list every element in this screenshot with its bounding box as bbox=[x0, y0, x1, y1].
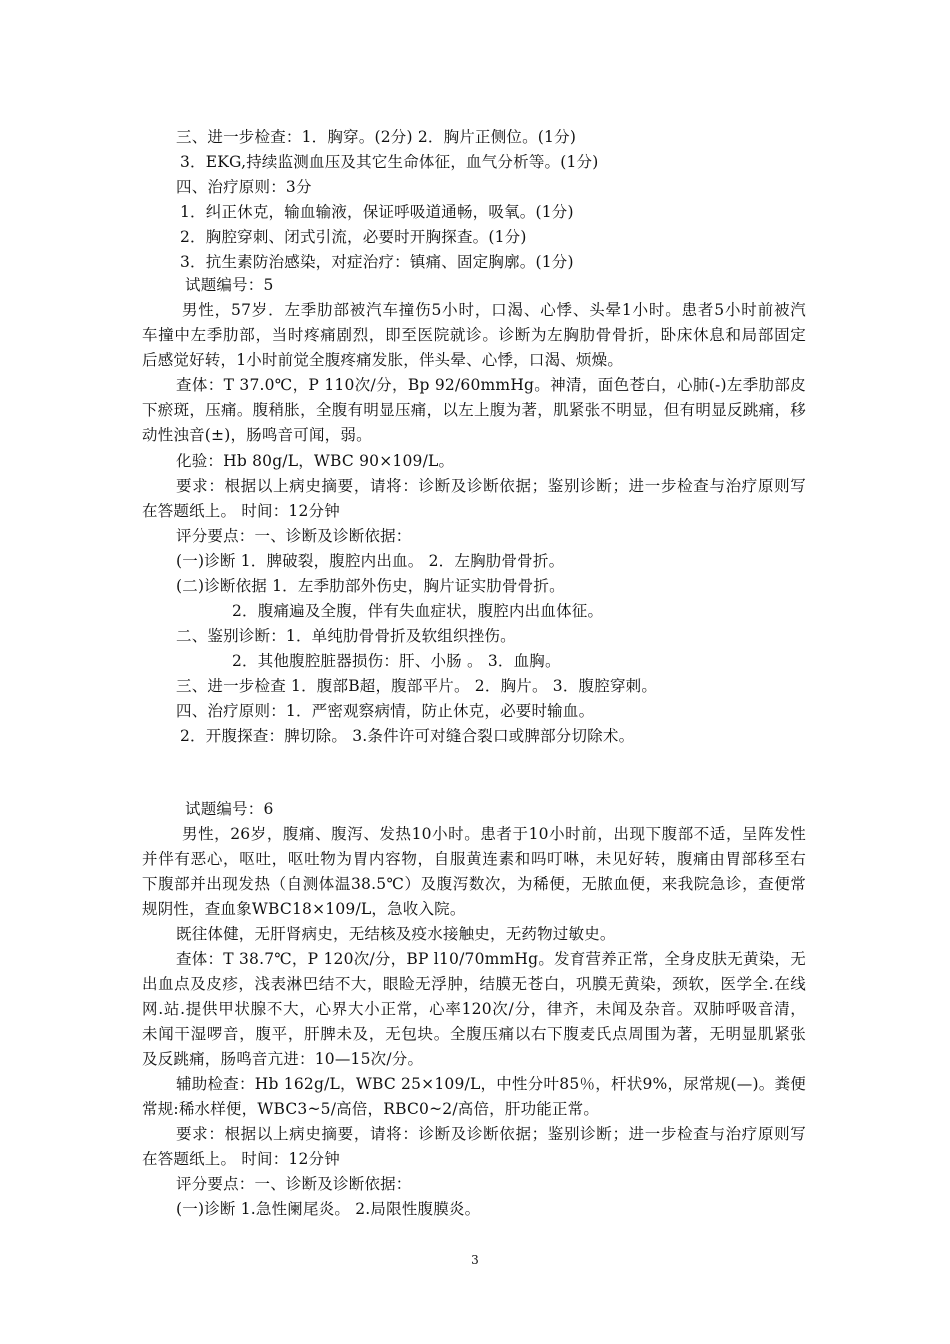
text-line: 在答题纸上。 时间：12分钟 bbox=[142, 1150, 340, 1168]
text-line: 男性，57岁．左季肋部被汽车撞伤5小时，口渴、心悸、头晕1小时。患者5小时前被汽 bbox=[182, 301, 806, 319]
text-line: 四、治疗原则：3分 bbox=[176, 178, 312, 196]
text-line: 并伴有恶心，呕吐，呕吐物为胃内容物，自服黄连素和吗叮啉，未见好转，腹痛由胃部移至右 bbox=[142, 850, 806, 868]
text-line: 在答题纸上。 时间：12分钟 bbox=[142, 502, 340, 520]
text-line: 评分要点：一、诊断及诊断依据： bbox=[176, 1175, 412, 1193]
question-number: 试题编号：6 bbox=[185, 800, 274, 818]
text-line: 查体：T 38.7℃，P 120次/分，BP l10/70mmHg。发育营养正常，全身皮肤无黄染，无 bbox=[176, 950, 806, 968]
text-line: 查体：T 37.0℃，P 110次/分，Bp 92/60mmHg。神清，面色苍白，心肺(-)左季肋部皮 bbox=[176, 376, 806, 394]
text-line: 下瘀斑，压痛。腹稍胀，全腹有明显压痛，以左上腹为著，肌紧张不明显，但有明显反跳痛，移 bbox=[142, 401, 806, 419]
text-line: 2．胸腔穿刺、闭式引流，必要时开胸探查。(1分) bbox=[180, 228, 527, 246]
text-line: 二、鉴别诊断：1．单纯肋骨骨折及软组织挫伤。 bbox=[176, 627, 516, 645]
question-number: 试题编号：5 bbox=[185, 276, 274, 294]
text-line: 辅助检查：Hb 162g/L，WBC 25×109/L，中性分叶85％，杆状9%，尿常规(—)。粪便 bbox=[176, 1075, 806, 1093]
text-line: 2．腹痛遍及全腹，伴有失血症状，腹腔内出血体征。 bbox=[232, 602, 604, 620]
text-line: 男性，26岁，腹痛、腹泻、发热10小时。患者于10小时前，出现下腹部不适，呈阵发性 bbox=[182, 825, 806, 843]
page-number: 3 bbox=[471, 1253, 479, 1267]
text-line: 动性浊音(±)，肠鸣音可闻，弱。 bbox=[142, 426, 372, 444]
text-line: 出血点及皮疹，浅表淋巴结不大，眼睑无浮肿，结膜无苍白，巩膜无黄染，颈软，医学全.在线 bbox=[142, 975, 806, 993]
text-line: 规阴性，查血象WBC18×109/L，急收入院。 bbox=[142, 900, 466, 918]
text-line: (一)诊断 1.急性阑尾炎。 2.局限性腹膜炎。 bbox=[176, 1200, 481, 1218]
text-line: 网.站.提供甲状腺不大，心界大小正常，心率120次/分，律齐，未闻及杂音。双肺呼吸音清， bbox=[142, 1000, 806, 1018]
text-line: 及反跳痛，肠鸣音亢进：10—15次/分。 bbox=[142, 1050, 424, 1068]
text-line: 2．开腹探查：脾切除。 3.条件许可对缝合裂口或脾部分切除术。 bbox=[180, 727, 635, 745]
text-line: 要求：根据以上病史摘要，请将：诊断及诊断依据；鉴别诊断；进一步检查与治疗原则写 bbox=[176, 1125, 806, 1143]
text-line: 2．其他腹腔脏器损伤：肝、小肠 。 3．血胸。 bbox=[232, 652, 561, 670]
text-line: 既往体健，无肝肾病史，无结核及疫水接触史，无药物过敏史。 bbox=[176, 925, 616, 943]
text-line: 三、进一步检查：1．胸穿。(2分) 2．胸片正侧位。(1分) bbox=[176, 128, 577, 146]
text-line: (二)诊断依据 1．左季肋部外伤史，胸片证实肋骨骨折。 bbox=[176, 577, 565, 595]
text-line: 评分要点：一、诊断及诊断依据： bbox=[176, 527, 412, 545]
text-line: 车撞中左季肋部，当时疼痛剧烈，即至医院就诊。诊断为左胸肋骨骨折，卧床休息和局部固定 bbox=[142, 326, 806, 344]
text-line: 1．纠正休克，输血输液，保证呼吸道通畅，吸氧。(1分) bbox=[180, 203, 574, 221]
text-line: 3．EKG,持续监测血压及其它生命体征，血气分析等。(1分) bbox=[180, 153, 599, 171]
text-line: 下腹部并出现发热（自测体温38.5℃）及腹泻数次，为稀便，无脓血便，来我院急诊，查便常 bbox=[142, 875, 806, 893]
text-line: (一)诊断 1．脾破裂，腹腔内出血。 2．左胸肋骨骨折。 bbox=[176, 552, 565, 570]
text-line: 化验：Hb 80g/L，WBC 90×109/L。 bbox=[176, 452, 455, 470]
text-line: 常规:稀水样便，WBC3~5/高倍，RBC0~2/高倍，肝功能正常。 bbox=[142, 1100, 600, 1118]
text-line: 三、进一步检查 1．腹部B超，腹部平片。 2．胸片。 3．腹腔穿刺。 bbox=[176, 677, 658, 695]
text-line: 3．抗生素防治感染，对症治疗：镇痛、固定胸廓。(1分) bbox=[180, 253, 574, 271]
text-line: 未闻干湿啰音，腹平，肝脾未及，无包块。全腹压痛以右下腹麦氏点周围为著，无明显肌紧张 bbox=[142, 1025, 806, 1043]
text-line: 四、治疗原则：1．严密观察病情，防止休克，必要时输血。 bbox=[176, 702, 595, 720]
text-line: 要求：根据以上病史摘要，请将：诊断及诊断依据；鉴别诊断；进一步检查与治疗原则写 bbox=[176, 477, 806, 495]
text-line: 后感觉好转，1小时前觉全腹疼痛发胀，伴头晕、心悸，口渴、烦燥。 bbox=[142, 351, 624, 369]
